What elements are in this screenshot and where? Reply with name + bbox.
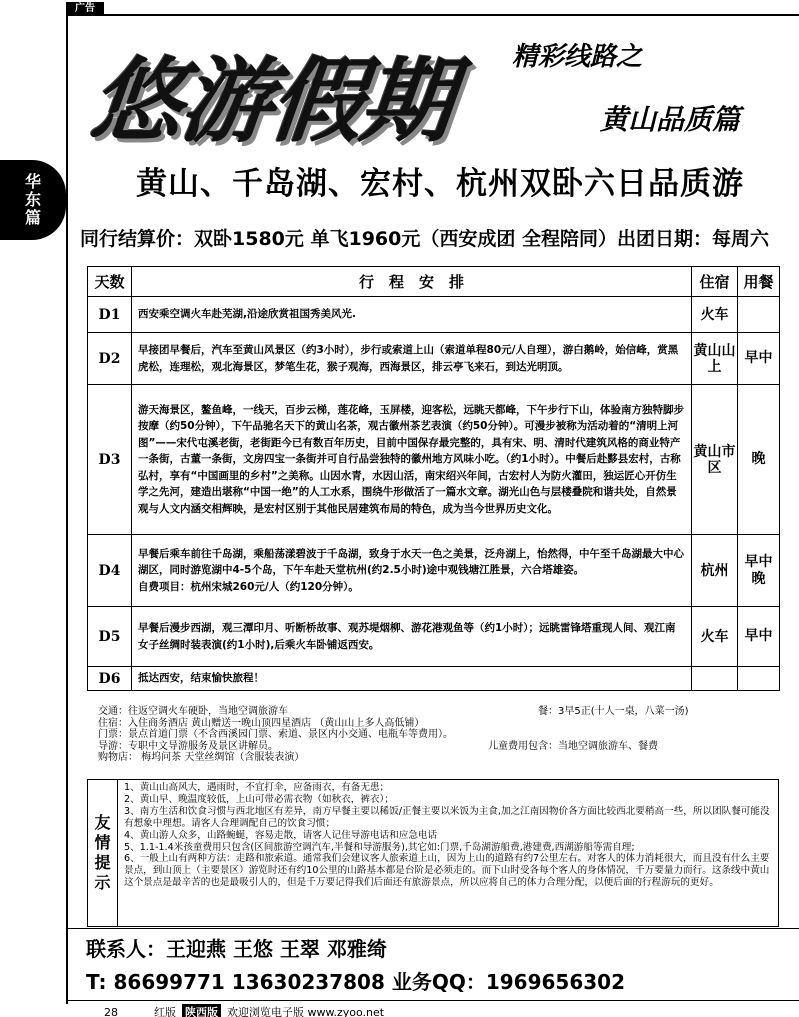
day-cell: D4: [88, 535, 132, 607]
tips-list: [124, 782, 774, 889]
meal-cell: [738, 297, 780, 333]
day-cell: D2: [88, 333, 132, 385]
header-meal: 用餐: [738, 267, 780, 297]
page-number: 28: [104, 1005, 118, 1017]
stay-cell: 黄山市区: [692, 385, 738, 535]
info-guide: 导游：专职中文导游服务及景区讲解员。: [98, 740, 278, 752]
contact-names: 联系人：王迎燕 王悠 王翠 邓雅绮: [86, 937, 387, 961]
info-shopping: 购物店： 梅坞问茶 天堂丝绸馆（含服装表演）: [98, 752, 305, 764]
meal-cell: 晚: [738, 385, 780, 535]
edition-badge: 陕西版: [182, 1004, 221, 1017]
price-line: 同行结算价：双卧1580元 单飞1960元（西安成团 全程陪同）出团日期：每周六: [80, 228, 769, 250]
meal-cell: 早中: [738, 607, 780, 667]
itinerary-cell: [132, 535, 692, 607]
contact-divider: [68, 928, 799, 929]
header-day: 天数: [88, 267, 132, 297]
itinerary-cell: 早接团早餐后，汽车至黄山风景区（约3小时），步行或索道上山（索道单程80元/人自理），游白鹅岭，始信峰，赏黑虎松，连理松，观北海景区，梦笔生花，猴子观海，西海景区，排云亭飞来石，到达光明顶。: [132, 333, 692, 385]
series-title: 精彩线路之: [512, 42, 643, 72]
optional-items: 自费项目：杭州宋城260元/人（约120分钟）。: [138, 580, 359, 593]
tips-label-char: 友: [94, 813, 111, 832]
page-footer: [104, 1004, 384, 1017]
info-meals: 餐：3早5正(十人一桌，八菜一汤): [538, 706, 689, 717]
bottom-divider: [68, 1000, 799, 1001]
series-subtitle: 黄山品质篇: [600, 103, 741, 136]
info-row: [98, 706, 778, 718]
friendly-tips: [87, 779, 779, 927]
tips-label-char: 示: [94, 873, 111, 892]
stay-cell: 黄山山上: [692, 333, 738, 385]
stay-cell: [692, 667, 738, 691]
itinerary-text: 早餐后乘车前往千岛湖，乘船荡漾碧波于千岛湖，致身于水天一色之美景，泛舟湖上，怡然得，中午至千岛湖最大中心湖区，同时游览湖中4-5个岛，下午车赴天堂杭州(约2.5小时)途中观钱塘江胜景，六合塔雄姿。: [138, 547, 684, 577]
info-row: [98, 718, 778, 730]
stay-cell: 火车: [692, 297, 738, 333]
meal-cell: 早中晚: [738, 535, 780, 607]
ad-tag: 广告: [66, 2, 104, 16]
trip-title: 黄山、千岛湖、宏村、杭州双卧六日品质游: [136, 166, 744, 202]
header-itinerary: 行 程 安 排: [132, 267, 692, 297]
table-row: [88, 297, 780, 333]
info-accommodation: 住宿：入住商务酒店 黄山赠送一晚山顶四星酒店 （黄山山上多人高低铺）: [98, 717, 425, 729]
region-tab: [0, 160, 66, 240]
top-rule: [66, 14, 799, 16]
itinerary-cell: 早餐后漫步西湖，观三潭印月、听断桥故事、观苏堤烟柳、游花港观鱼等（约1小时）；远眺雷锋塔重现人间、观江南女子丝绸时装表演(约1小时),后乘火车卧铺返西安。: [132, 607, 692, 667]
header-stay: 住宿: [692, 267, 738, 297]
footer-slogan[interactable]: 欢迎浏览电子版 www.zyoo.net: [227, 1006, 385, 1017]
tip-item: 6、一般上山有两种方法：走路和旅索道。通常我们会建议客人旅索道上山，因为上山的道路有约7公里左右。对客人的体力消耗很大，而且没有什么主要景点，到山顶上（主要景区）游览时还有约10公里的山路基本都是台阶是必须走的。而下山时受各每个客人的身体情况，千万要量力而行。这条线中黄山这个景点是最辛苦的也是最吸引人的，但是千万要记得我们后面还有旅游景点，所以应将自己的体力合理分配，以便后面的行程游玩的更好。: [124, 853, 770, 889]
edition-label: 红版: [154, 1006, 176, 1017]
meal-cell: 早中: [738, 333, 780, 385]
table-header-row: [88, 267, 780, 297]
info-row: [98, 752, 778, 764]
info-row: [98, 729, 778, 741]
brand-logo-text: 悠游假期: [85, 47, 457, 155]
tip-item: 1、黄山山高风大，遇雨时，不宜打伞，应备雨衣，有备无患；: [124, 782, 390, 793]
info-transport: 交通：往返空调火车硬卧，当地空调旅游车: [98, 706, 288, 717]
info-row: [98, 741, 778, 753]
table-row: [88, 385, 780, 535]
region-tab-char-3: 篇: [24, 208, 41, 227]
region-tab-char-1: 华: [24, 172, 41, 191]
left-rule: [66, 14, 68, 1004]
day-cell: D1: [88, 297, 132, 333]
itinerary-cell: 西安乘空调火车赴芜湖,沿途欣赏祖国秀美风光.: [132, 297, 692, 333]
stay-cell: 火车: [692, 607, 738, 667]
day-cell: D3: [88, 385, 132, 535]
meal-cell: [738, 667, 780, 691]
table-row: [88, 607, 780, 667]
tip-item: 3、南方生活和饮食习惯与西北地区有差异，南方早餐主要以稀饭/正餐主要以米饭为主食,加之江南因物价各方面比较西北要稍高一些，所以团队餐可能没有想象中理想。请客人合理调配自己的饮食习惯；: [124, 805, 770, 829]
info-children: 儿童费用包含：当地空调旅游车、餐费: [488, 740, 658, 752]
tips-label-char: 情: [94, 833, 111, 852]
tip-item: 4、黄山游人众多，山路蜿蜒，容易走散，请客人记住导游电话和应急电话: [124, 829, 438, 841]
table-row: [88, 333, 780, 385]
service-info: [98, 706, 778, 764]
region-tab-char-2: 东: [24, 190, 41, 209]
day-cell: D5: [88, 607, 132, 667]
day-cell: D6: [88, 667, 132, 691]
tips-label: [88, 780, 118, 926]
stay-cell: 杭州: [692, 535, 738, 607]
itinerary-cell: 抵达西安，结束愉快旅程！: [132, 667, 692, 691]
contact-phones: T: 86699771 13630237808 业务QQ：1969656302: [86, 970, 626, 994]
table-row: [88, 535, 780, 607]
tip-item: 2、黄山早、晚温度较低，上山可带必需衣物（如秋衣，裤衣）；: [124, 793, 394, 805]
info-tickets: 门票：景点首道门票（不含西溪园门票、索道、景区内小交通、电瓶车等费用）。: [98, 729, 453, 741]
tip-item: 5、1.1-1.4米孩童费用只包含(区间旅游空调汽车,半餐和导游服务),其它如:门票,千岛湖游船费,港建费,西湖游船等需自理;: [124, 841, 635, 853]
brand-logo: [85, 18, 512, 155]
itinerary-cell: 游天海景区，鳌鱼峰，一线天，百步云梯，莲花峰，玉屏楼，迎客松，远眺天都峰，下午步行下山，体验南方独特脚步按摩（约50分钟），下午品驰名天下的黄山名茶，观古徽州茶艺表演（约50分钟）。可漫步被称为活动着的“清明上河图”——宋代屯溪老街，老街距今已有数百年历史，目前中国保存最完整的，具有宋、明、清时代建筑风格的商业特产一条街，古董一条街，文房四宝一条街并可自行品尝独特的徽州地方风味小吃。（约1小时）。中餐后赴黟县宏村，古称弘村，享有“中国画里的乡村”之美称。山因水青，水因山活，南宋绍兴年间，古宏村人为防火灌田，独运匠心开仿生学之先河，建造出堪称“中国一绝”的人工水系，围绕牛形做活了一篇水文章。湖光山色与层楼叠院和谐共处，自然景观与人文内涵交相辉映，是宏村区别于其他民居建筑布局的特色，成为当今世界历史文化。: [132, 385, 692, 535]
table-row: [88, 667, 780, 691]
tips-label-char: 提: [94, 853, 111, 872]
itinerary-table: [87, 266, 780, 691]
